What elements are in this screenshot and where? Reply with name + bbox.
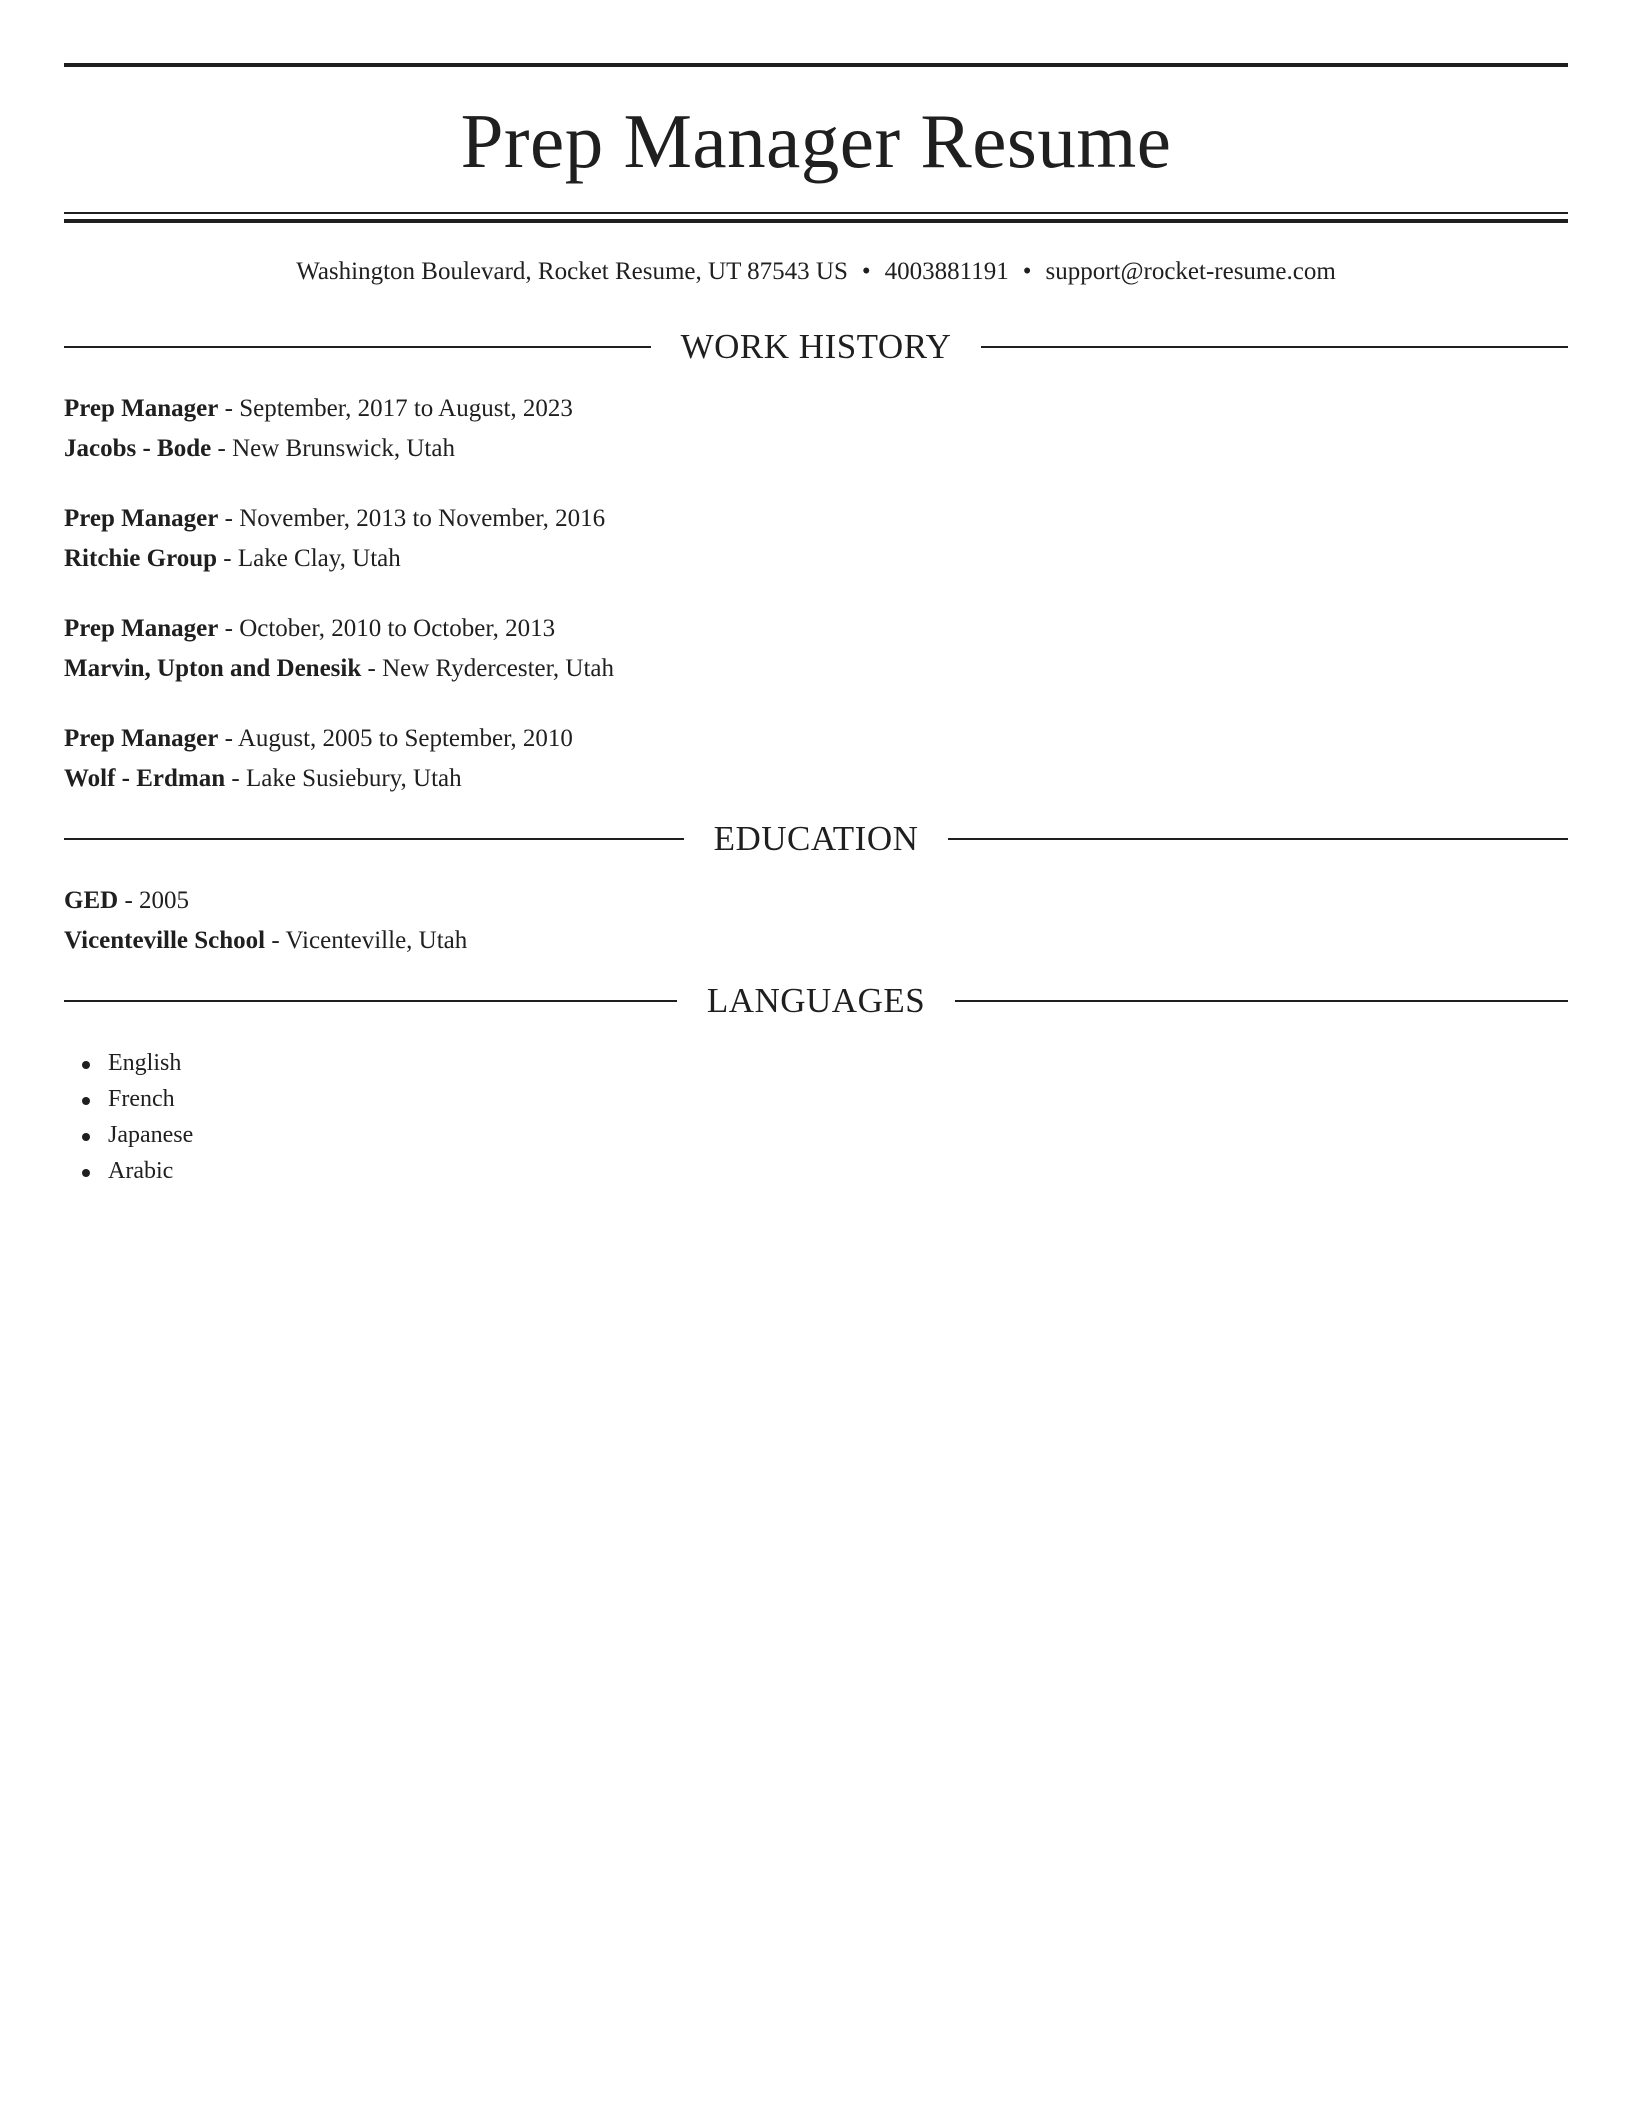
job-company: Marvin, Upton and Denesik	[64, 655, 362, 682]
job-title: Prep Manager	[64, 615, 219, 642]
contact-separator: •	[1022, 258, 1032, 285]
education-location: Vicenteville, Utah	[285, 927, 468, 954]
languages-list	[64, 1045, 1568, 1189]
contact-address: Washington Boulevard, Rocket Resume, UT 87543 US	[296, 258, 848, 285]
section-rule	[955, 1000, 1568, 1002]
language-item: Arabic	[108, 1153, 1568, 1189]
work-history-header	[64, 327, 1568, 367]
education-list	[64, 881, 1568, 961]
job-title: Prep Manager	[64, 725, 219, 752]
section-rule	[64, 838, 684, 840]
job-company: Jacobs - Bode	[64, 435, 212, 462]
languages-header	[64, 981, 1568, 1021]
language-item: French	[108, 1081, 1568, 1117]
section-rule	[981, 346, 1568, 348]
contact-separator: •	[861, 258, 871, 285]
education-entry: GED - 2005 Vicenteville School - Vicenteville, Utah	[64, 887, 468, 954]
job-dates: August, 2005 to September, 2010	[237, 725, 573, 752]
job-entry: Prep Manager - September, 2017 to August, 2023 Jacobs - Bode - New Brunswick, Utah	[64, 395, 573, 462]
resume-page	[64, 63, 1568, 1189]
work-history-heading: WORK HISTORY	[680, 327, 952, 366]
contact-email: support@rocket-resume.com	[1045, 258, 1336, 285]
job-entry: Prep Manager - August, 2005 to September, 2010 Wolf - Erdman - Lake Susiebury, Utah	[64, 725, 573, 792]
job-location: New Rydercester, Utah	[382, 655, 615, 682]
education-school: Vicenteville School	[64, 927, 266, 954]
job-location: New Brunswick, Utah	[232, 435, 455, 462]
job-company: Wolf - Erdman	[64, 765, 226, 792]
job-dates: September, 2017 to August, 2023	[239, 395, 573, 422]
job-location: Lake Clay, Utah	[237, 545, 401, 572]
language-item: English	[108, 1045, 1568, 1081]
job-entry: Prep Manager - November, 2013 to November, 2016 Ritchie Group - Lake Clay, Utah	[64, 505, 606, 572]
top-rule	[64, 63, 1568, 67]
title-double-rule	[64, 212, 1568, 223]
resume-title: Prep Manager Resume	[460, 98, 1172, 184]
education-header	[64, 819, 1568, 859]
education-degree: GED	[64, 887, 119, 914]
languages-heading: LANGUAGES	[706, 981, 926, 1020]
work-history-list	[64, 389, 1568, 799]
job-entry: Prep Manager - October, 2010 to October, 2013 Marvin, Upton and Denesik - New Rydercester, Utah	[64, 615, 615, 682]
education-year: 2005	[139, 887, 190, 914]
job-title: Prep Manager	[64, 505, 219, 532]
education-heading: EDUCATION	[713, 819, 919, 858]
language-item: Japanese	[108, 1117, 1568, 1153]
job-location: Lake Susiebury, Utah	[245, 765, 462, 792]
job-dates: October, 2010 to October, 2013	[239, 615, 556, 642]
contact-line	[64, 257, 1568, 287]
contact-phone: 4003881191	[884, 258, 1009, 285]
section-rule	[64, 1000, 677, 1002]
section-rule	[64, 346, 651, 348]
job-company: Ritchie Group	[64, 545, 218, 572]
section-rule	[948, 838, 1568, 840]
job-dates: November, 2013 to November, 2016	[239, 505, 606, 532]
job-title: Prep Manager	[64, 395, 219, 422]
